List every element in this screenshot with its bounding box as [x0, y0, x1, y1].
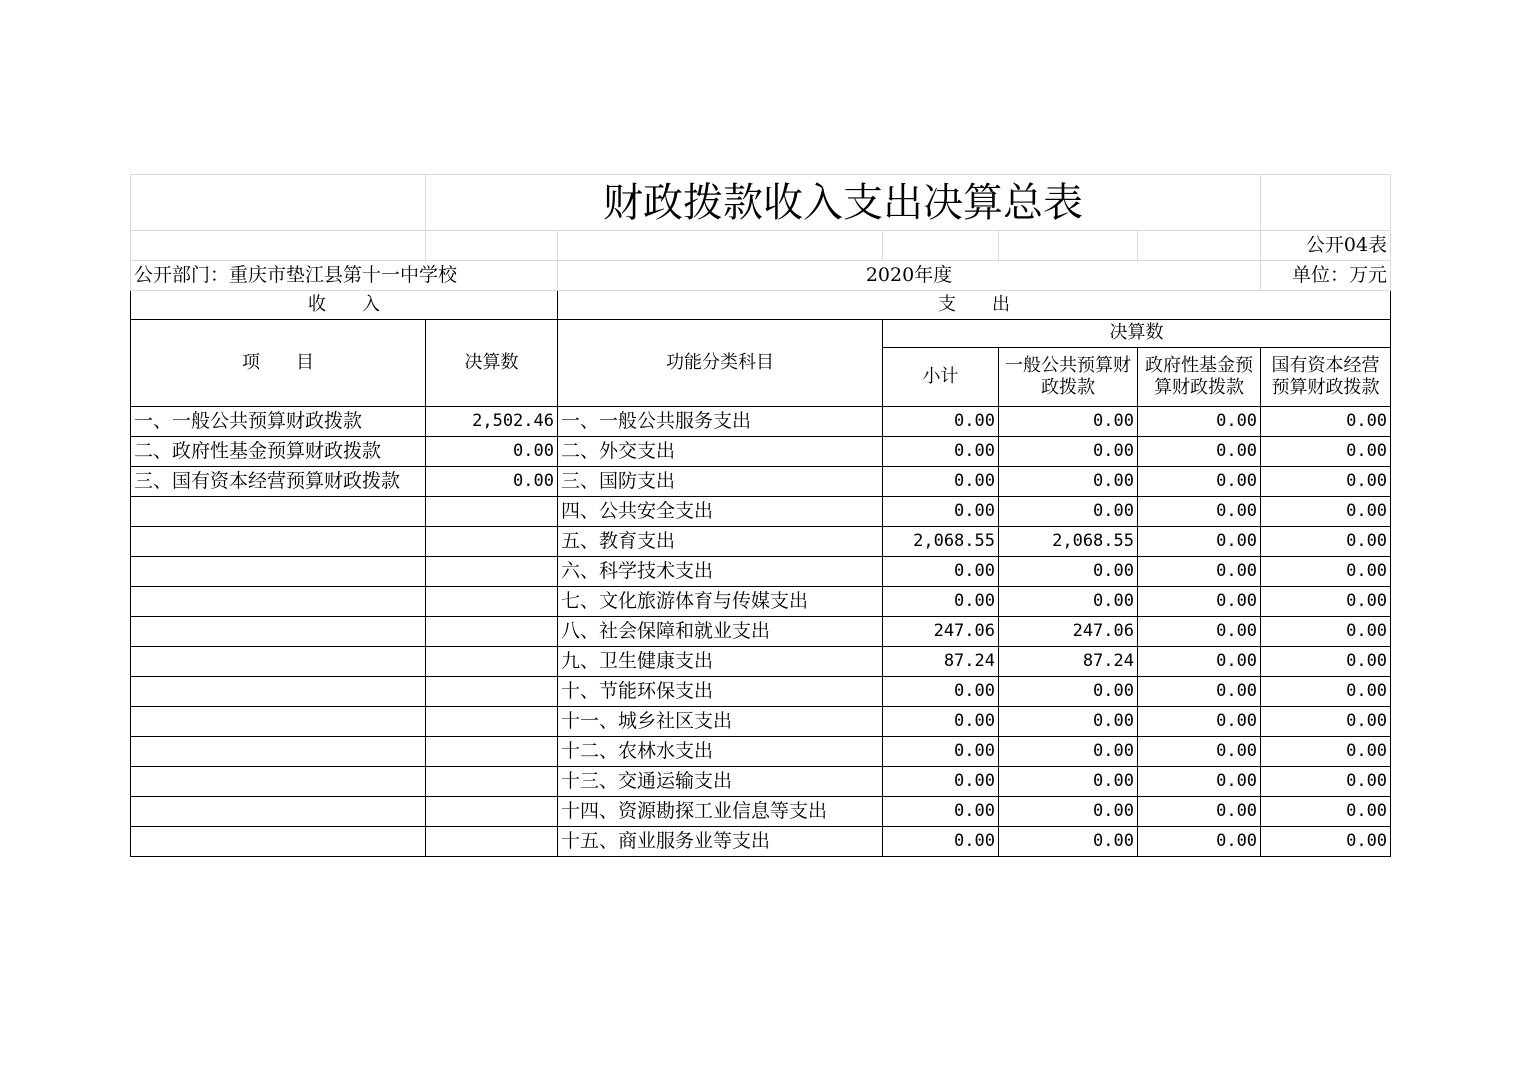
income-item-cell	[131, 737, 426, 767]
func-subject-cell: 九、卫生健康支出	[558, 647, 883, 677]
blank-cell	[999, 231, 1138, 261]
fund-cell: 0.00	[1138, 407, 1261, 437]
table-row	[131, 797, 1391, 827]
subtotal-cell: 2,068.55	[883, 527, 999, 557]
income-item-cell	[131, 497, 426, 527]
table-row	[131, 707, 1391, 737]
fund-cell: 0.00	[1138, 587, 1261, 617]
general-header: 一般公共预算财政拨款	[999, 348, 1138, 407]
func-subject-cell: 十四、资源勘探工业信息等支出	[558, 797, 883, 827]
func-subject-cell: 六、科学技术支出	[558, 557, 883, 587]
table-row	[131, 437, 1391, 467]
expense-header: 支 出	[558, 291, 1391, 320]
general-cell: 0.00	[999, 437, 1138, 467]
report-sheet	[130, 174, 1390, 857]
report-table	[130, 174, 1391, 857]
func-subject-cell: 八、社会保障和就业支出	[558, 617, 883, 647]
form-number: 公开04表	[1261, 231, 1391, 261]
state-cell: 0.00	[1261, 827, 1391, 857]
table-row	[131, 527, 1391, 557]
state-cell: 0.00	[1261, 557, 1391, 587]
func-subject-cell: 十三、交通运输支出	[558, 767, 883, 797]
income-amount-cell	[426, 797, 558, 827]
func-subject-cell: 四、公共安全支出	[558, 497, 883, 527]
fund-cell: 0.00	[1138, 467, 1261, 497]
fund-cell: 0.00	[1138, 617, 1261, 647]
amount-header: 决算数	[426, 320, 558, 407]
general-cell: 247.06	[999, 617, 1138, 647]
blank-cell	[1261, 175, 1391, 231]
func-subject-cell: 十五、商业服务业等支出	[558, 827, 883, 857]
income-amount-cell: 0.00	[426, 467, 558, 497]
subtotal-cell: 0.00	[883, 467, 999, 497]
subtotal-cell: 0.00	[883, 437, 999, 467]
table-row	[131, 677, 1391, 707]
fund-cell: 0.00	[1138, 527, 1261, 557]
table-row	[131, 827, 1391, 857]
income-amount-cell	[426, 737, 558, 767]
income-item-cell	[131, 557, 426, 587]
subtotal-cell: 0.00	[883, 827, 999, 857]
income-amount-cell	[426, 497, 558, 527]
blank-cell	[131, 231, 426, 261]
income-item-cell: 二、政府性基金预算财政拨款	[131, 437, 426, 467]
func-subject-cell: 三、国防支出	[558, 467, 883, 497]
general-cell: 0.00	[999, 737, 1138, 767]
blank-cell	[558, 231, 883, 261]
blank-cell	[131, 175, 426, 231]
income-amount-cell	[426, 827, 558, 857]
fund-cell: 0.00	[1138, 707, 1261, 737]
fund-cell: 0.00	[1138, 557, 1261, 587]
income-item-cell	[131, 677, 426, 707]
general-cell: 0.00	[999, 797, 1138, 827]
subtotal-cell: 0.00	[883, 407, 999, 437]
general-cell: 0.00	[999, 707, 1138, 737]
income-amount-cell	[426, 677, 558, 707]
func-subject-cell: 五、教育支出	[558, 527, 883, 557]
func-subject-cell: 十一、城乡社区支出	[558, 707, 883, 737]
general-cell: 0.00	[999, 827, 1138, 857]
income-amount-cell	[426, 557, 558, 587]
blank-cell	[426, 231, 558, 261]
income-amount-cell	[426, 617, 558, 647]
table-row	[131, 617, 1391, 647]
fund-header: 政府性基金预算财政拨款	[1138, 348, 1261, 407]
general-cell: 0.00	[999, 467, 1138, 497]
income-amount-cell: 2,502.46	[426, 407, 558, 437]
income-item-cell	[131, 587, 426, 617]
department-label: 公开部门：重庆市垫江县第十一中学校	[131, 261, 558, 291]
general-cell: 0.00	[999, 677, 1138, 707]
income-item-cell	[131, 707, 426, 737]
blank-cell	[1138, 231, 1261, 261]
subtotal-cell: 0.00	[883, 557, 999, 587]
income-amount-cell	[426, 707, 558, 737]
page-title: 财政拨款收入支出决算总表	[426, 175, 1261, 231]
state-cell: 0.00	[1261, 767, 1391, 797]
income-item-cell	[131, 767, 426, 797]
unit-label: 单位：万元	[1261, 261, 1391, 291]
income-header: 收 入	[131, 291, 558, 320]
state-cell: 0.00	[1261, 647, 1391, 677]
func-subject-cell: 七、文化旅游体育与传媒支出	[558, 587, 883, 617]
fiscal-year: 2020年度	[558, 261, 1261, 291]
general-cell: 2,068.55	[999, 527, 1138, 557]
table-row	[131, 647, 1391, 677]
state-cell: 0.00	[1261, 407, 1391, 437]
table-row	[131, 407, 1391, 437]
subtotal-cell: 0.00	[883, 707, 999, 737]
income-amount-cell	[426, 767, 558, 797]
fund-cell: 0.00	[1138, 827, 1261, 857]
income-amount-cell	[426, 647, 558, 677]
subtotal-cell: 247.06	[883, 617, 999, 647]
income-amount-cell	[426, 587, 558, 617]
income-item-cell	[131, 617, 426, 647]
subtotal-cell: 0.00	[883, 767, 999, 797]
income-item-cell: 一、一般公共预算财政拨款	[131, 407, 426, 437]
subtotal-cell: 0.00	[883, 677, 999, 707]
general-cell: 87.24	[999, 647, 1138, 677]
subtotal-cell: 0.00	[883, 737, 999, 767]
income-item-cell	[131, 647, 426, 677]
general-cell: 0.00	[999, 497, 1138, 527]
subtotal-cell: 87.24	[883, 647, 999, 677]
subtotal-cell: 0.00	[883, 497, 999, 527]
state-cell: 0.00	[1261, 437, 1391, 467]
fund-cell: 0.00	[1138, 437, 1261, 467]
func-subject-cell: 一、一般公共服务支出	[558, 407, 883, 437]
table-row	[131, 557, 1391, 587]
state-cell: 0.00	[1261, 707, 1391, 737]
general-cell: 0.00	[999, 557, 1138, 587]
table-row	[131, 467, 1391, 497]
table-row	[131, 587, 1391, 617]
income-amount-cell: 0.00	[426, 437, 558, 467]
table-row	[131, 737, 1391, 767]
income-item-cell	[131, 527, 426, 557]
general-cell: 0.00	[999, 587, 1138, 617]
final-header: 决算数	[883, 320, 1391, 348]
subtotal-header: 小计	[883, 348, 999, 407]
fund-cell: 0.00	[1138, 647, 1261, 677]
table-row	[131, 497, 1391, 527]
fund-cell: 0.00	[1138, 497, 1261, 527]
state-header: 国有资本经营预算财政拨款	[1261, 348, 1391, 407]
income-item-cell	[131, 827, 426, 857]
blank-cell	[883, 231, 999, 261]
fund-cell: 0.00	[1138, 677, 1261, 707]
func-subject-cell: 二、外交支出	[558, 437, 883, 467]
fund-cell: 0.00	[1138, 797, 1261, 827]
subtotal-cell: 0.00	[883, 797, 999, 827]
subtotal-cell: 0.00	[883, 587, 999, 617]
table-row	[131, 767, 1391, 797]
income-amount-cell	[426, 527, 558, 557]
state-cell: 0.00	[1261, 797, 1391, 827]
fund-cell: 0.00	[1138, 767, 1261, 797]
state-cell: 0.00	[1261, 467, 1391, 497]
income-item-cell	[131, 797, 426, 827]
state-cell: 0.00	[1261, 587, 1391, 617]
state-cell: 0.00	[1261, 617, 1391, 647]
state-cell: 0.00	[1261, 737, 1391, 767]
general-cell: 0.00	[999, 407, 1138, 437]
state-cell: 0.00	[1261, 677, 1391, 707]
func-subject-cell: 十二、农林水支出	[558, 737, 883, 767]
func-subject-header: 功能分类科目	[558, 320, 883, 407]
general-cell: 0.00	[999, 767, 1138, 797]
income-item-cell: 三、国有资本经营预算财政拨款	[131, 467, 426, 497]
state-cell: 0.00	[1261, 527, 1391, 557]
fund-cell: 0.00	[1138, 737, 1261, 767]
state-cell: 0.00	[1261, 497, 1391, 527]
func-subject-cell: 十、节能环保支出	[558, 677, 883, 707]
item-header: 项 目	[131, 320, 426, 407]
